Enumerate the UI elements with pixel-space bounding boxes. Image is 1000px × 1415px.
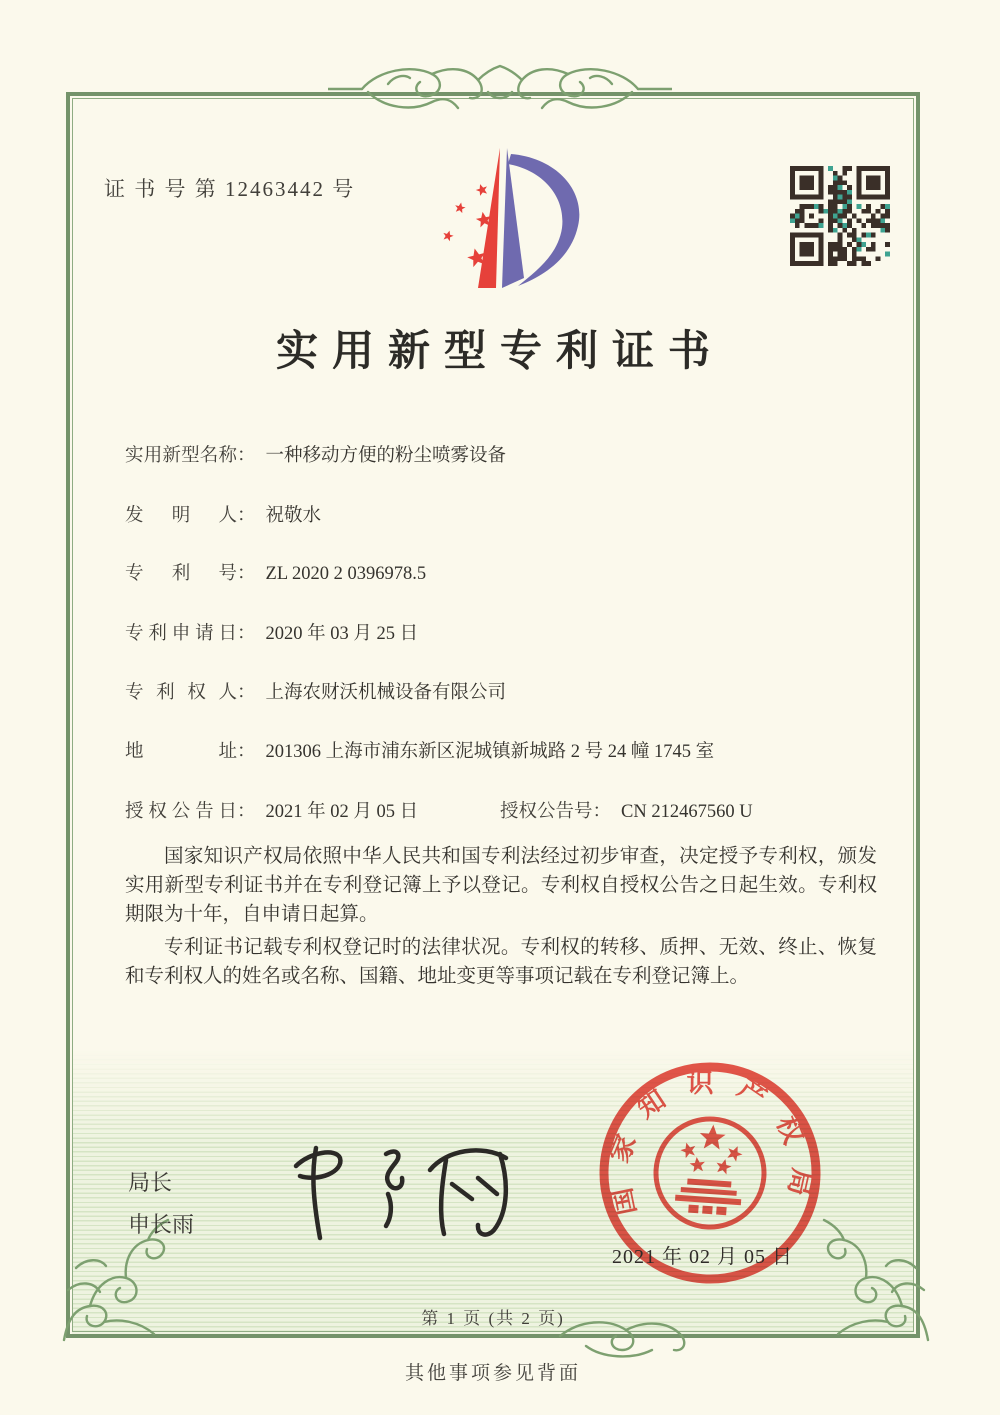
colon: ：: [237, 683, 256, 703]
signatory-name: 申长雨: [128, 1212, 195, 1237]
qr-code: [790, 166, 890, 266]
field-row-grant-date: [125, 797, 418, 823]
field-value: ZL 2020 2 0396978.5: [265, 564, 427, 584]
field-row-patentee: [125, 678, 506, 704]
back-side-note: 其他事项参见背面: [404, 1363, 581, 1384]
field-label: 授权公告号: [500, 802, 593, 822]
field-label: 地址: [125, 742, 237, 762]
field-label: 发明人: [125, 506, 237, 526]
colon: ：: [237, 506, 256, 526]
legal-paragraph-2: 专利证书记载专利权登记时的法律状况。专利权的转移、质押、无效、终止、恢复和专利权人的姓名或名称、国籍、地址变更等事项记载在专利登记簿上。: [125, 937, 877, 987]
svg-text:国家知识产权局: 国家知识产权局: [602, 1067, 818, 1220]
certificate-title: 实用新型专利证书: [275, 329, 724, 375]
field-label: 专利号: [125, 564, 237, 584]
field-value: 2020 年 03 月 25 日: [265, 624, 419, 644]
cnipa-logo-icon: [420, 146, 585, 291]
signatory-block: [128, 1162, 194, 1246]
field-row-address: [125, 737, 714, 763]
field-value: 上海农财沃机械设备有限公司: [265, 683, 507, 703]
colon: ：: [592, 802, 612, 822]
colon: ：: [237, 742, 256, 762]
field-row-inventor: [125, 501, 321, 527]
legal-text: [125, 842, 877, 995]
seal-date: 2021 年 02 月 05 日: [612, 1246, 793, 1268]
colon: ：: [237, 564, 256, 584]
colon: ：: [237, 624, 256, 644]
field-label: 实用新型名称: [125, 446, 237, 466]
field-value: 201306 上海市浦东新区泥城镇新城路 2 号 24 幢 1745 室: [265, 742, 715, 762]
signatory-title: 局长: [128, 1170, 173, 1195]
field-label: 授权公告日: [125, 802, 237, 822]
field-value: 一种移动方便的粉尘喷雾设备: [265, 446, 507, 466]
field-row-utility-model-name: [125, 441, 506, 467]
field-label: 专利权人: [125, 683, 237, 703]
certificate-number: 证 书 号 第 12463442 号: [104, 177, 356, 201]
field-row-filing-date: [125, 619, 418, 645]
page-number: 第 1 页 (共 2 页): [421, 1309, 565, 1328]
field-value: 祝敬水: [265, 506, 322, 526]
field-value: CN 212467560 U: [621, 802, 753, 822]
colon: ：: [237, 802, 256, 822]
field-value: 2021 年 02 月 05 日: [265, 802, 419, 822]
director-signature: [282, 1132, 522, 1244]
field-row-patent-number: [125, 559, 426, 585]
field-row-grant-number: [500, 797, 753, 823]
field-label: 专利申请日: [125, 624, 237, 644]
colon: ：: [237, 446, 256, 466]
legal-paragraph-1: 国家知识产权局依照中华人民共和国专利法经过初步审查，决定授予专利权，颁发实用新型专利证书并在专利登记簿上予以登记。专利权自授权公告之日起生效。专利权期限为十年，自申请日起算。: [125, 846, 877, 925]
